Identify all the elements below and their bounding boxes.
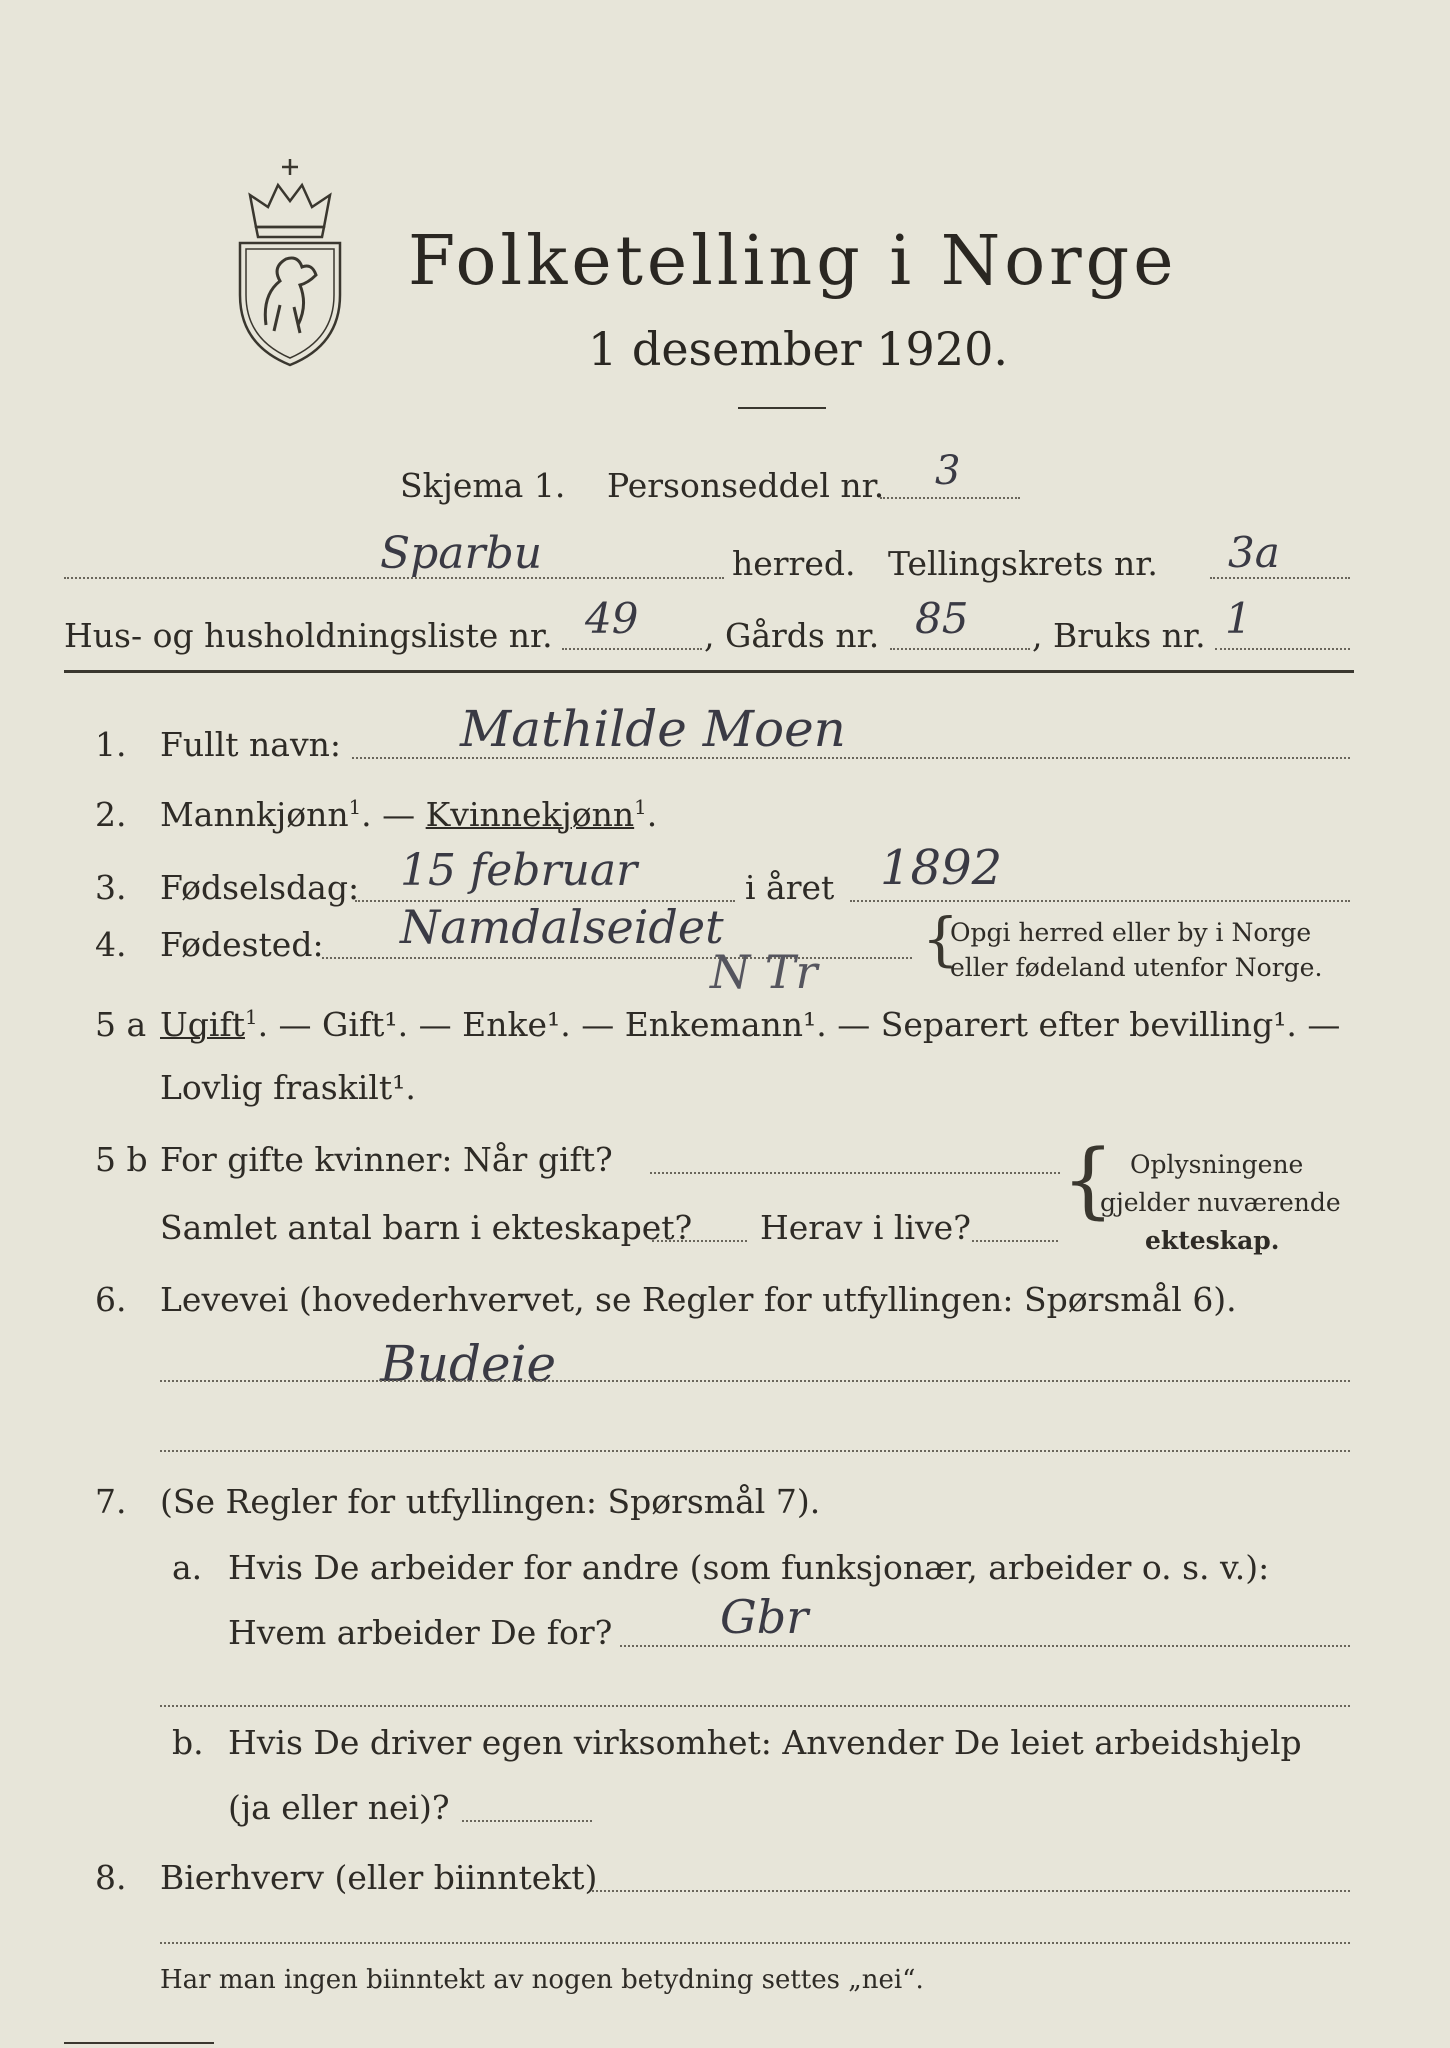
q3-number: 3.: [95, 868, 127, 907]
q6-line1: [160, 1380, 1350, 1382]
q4-note-line1: Opgi herred eller by i Norge: [950, 918, 1312, 947]
q8-label: Bierhverv (eller biinntekt): [160, 1858, 598, 1897]
q4-number: 4.: [95, 925, 127, 964]
q5b-label3: Herav i live?: [760, 1208, 971, 1247]
personseddel-label: Personseddel nr.: [607, 466, 885, 505]
q5b-number: 5 b: [95, 1140, 148, 1179]
q7-label: (Se Regler for utfyllingen: Spørsmål 7).: [160, 1482, 821, 1521]
census-date: 1 desember 1920.: [588, 322, 1008, 376]
footer-rule: [64, 2042, 214, 2044]
q2-kvinnekjonn-selected[interactable]: Kvinnekjønn: [425, 795, 635, 834]
q1-full-name-value[interactable]: Mathilde Moen: [460, 700, 846, 758]
hus-value[interactable]: 49: [585, 594, 639, 643]
q3-year-value[interactable]: 1892: [880, 840, 1003, 896]
hus-line: [562, 648, 702, 650]
skjema-label: Skjema 1.: [400, 466, 566, 505]
q7b-line: [462, 1820, 592, 1822]
q3-label: Fødselsdag:: [160, 868, 360, 907]
q5b-note-line3: ekteskap.: [1145, 1226, 1280, 1255]
q6-number: 6.: [95, 1280, 127, 1319]
q6-occupation-value[interactable]: Budeie: [380, 1335, 557, 1393]
q5a-options: Ugift$^1$. — Gift¹. — Enke¹. — Enkemann¹. — Separert efter bevilling¹. —: [160, 1005, 1341, 1044]
q7b-label: Hvis De driver egen virksomhet: Anvender De leiet arbeidshjelp: [228, 1723, 1302, 1762]
q5b-note-line2: gjelder nuværende: [1100, 1188, 1341, 1217]
q7a-employer-value[interactable]: Gbr: [720, 1590, 809, 1644]
personseddel-value[interactable]: 3: [935, 448, 961, 494]
form-title: Folketelling i Norge: [408, 222, 1178, 301]
bruks-line: [1215, 648, 1350, 650]
q5a-ugift-selected[interactable]: Ugift: [160, 1005, 245, 1044]
herred-value[interactable]: Sparbu: [380, 528, 543, 579]
q7a-line2: [160, 1705, 1350, 1707]
q8-line2: [160, 1942, 1350, 1944]
q4-birthplace-value[interactable]: Namdalseidet: [400, 900, 724, 954]
q5b-label1: For gifte kvinner: Når gift?: [160, 1140, 613, 1179]
q8-line: [592, 1890, 1350, 1892]
q4-line: [322, 957, 912, 959]
q7-number: 7.: [95, 1482, 127, 1521]
q5b-i-live-line: [972, 1240, 1058, 1242]
tellingskrets-value[interactable]: 3a: [1228, 528, 1280, 577]
q4-margin-mark: N Tr: [710, 945, 818, 999]
q3-year-label: i året: [745, 868, 835, 907]
q5a-other-options[interactable]: — Gift¹. — Enke¹. — Enkemann¹. — Separert efter bevilling¹. —: [278, 1005, 1341, 1044]
q5b-note-line1: Oplysningene: [1130, 1150, 1304, 1179]
q2-mannkjonn[interactable]: Mannkjønn: [160, 795, 349, 834]
q5a-number: 5 a: [95, 1005, 147, 1044]
q6-line2: [160, 1450, 1350, 1452]
gards-label: , Gårds nr.: [704, 616, 880, 655]
q1-number: 1.: [95, 725, 127, 764]
gards-line: [890, 648, 1030, 650]
title-divider: [738, 407, 826, 409]
q4-label: Fødested:: [160, 925, 324, 964]
q2-separator: . —: [361, 795, 426, 834]
tellingskrets-line: [1210, 577, 1350, 579]
hus-label: Hus- og husholdningsliste nr.: [64, 616, 553, 655]
herred-label: herred.: [732, 544, 856, 583]
q7b-letter: b.: [172, 1723, 204, 1762]
q7a-letter: a.: [172, 1548, 203, 1587]
q4-note-brace: {: [922, 905, 959, 973]
personseddel-line: [880, 497, 1020, 499]
tellingskrets-label: Tellingskrets nr.: [888, 544, 1158, 583]
q6-label: Levevei (hovederhvervet, se Regler for utfyllingen: Spørsmål 6).: [160, 1280, 1237, 1319]
footer-note: Har man ingen biinntekt av nogen betydning settes „nei“.: [160, 1965, 924, 1995]
q5b-note-brace: {: [1062, 1133, 1115, 1228]
q2-end: .: [646, 795, 658, 834]
q2-sex-options: Mannkjønn$^1$. — Kvinnekjønn$^1$.: [160, 795, 658, 834]
section-divider: [64, 670, 1354, 673]
q7a-question: Hvem arbeider De for?: [228, 1613, 613, 1652]
q4-note-line2: eller fødeland utenfor Norge.: [950, 953, 1323, 982]
q2-number: 2.: [95, 795, 127, 834]
q7b-question: (ja eller nei)?: [228, 1788, 450, 1827]
q5b-barn-line: [652, 1240, 747, 1242]
q5b-nar-gift-line: [650, 1172, 1060, 1174]
gards-value[interactable]: 85: [915, 594, 969, 643]
q8-number: 8.: [95, 1858, 127, 1897]
q3-day-value[interactable]: 15 februar: [400, 845, 638, 896]
q1-label: Fullt navn:: [160, 725, 341, 764]
norway-coat-of-arms-emblem: [228, 155, 352, 370]
bruks-value[interactable]: 1: [1225, 594, 1252, 643]
q3-year-line: [850, 900, 1350, 902]
q7a-line: [620, 1645, 1350, 1647]
q7a-label: Hvis De arbeider for andre (som funksjonær, arbeider o. s. v.):: [228, 1548, 1270, 1587]
q5a-lovlig-fraskilt[interactable]: Lovlig fraskilt¹.: [160, 1068, 416, 1107]
q5b-label2: Samlet antal barn i ekteskapet?: [160, 1208, 693, 1247]
bruks-label: , Bruks nr.: [1032, 616, 1206, 655]
